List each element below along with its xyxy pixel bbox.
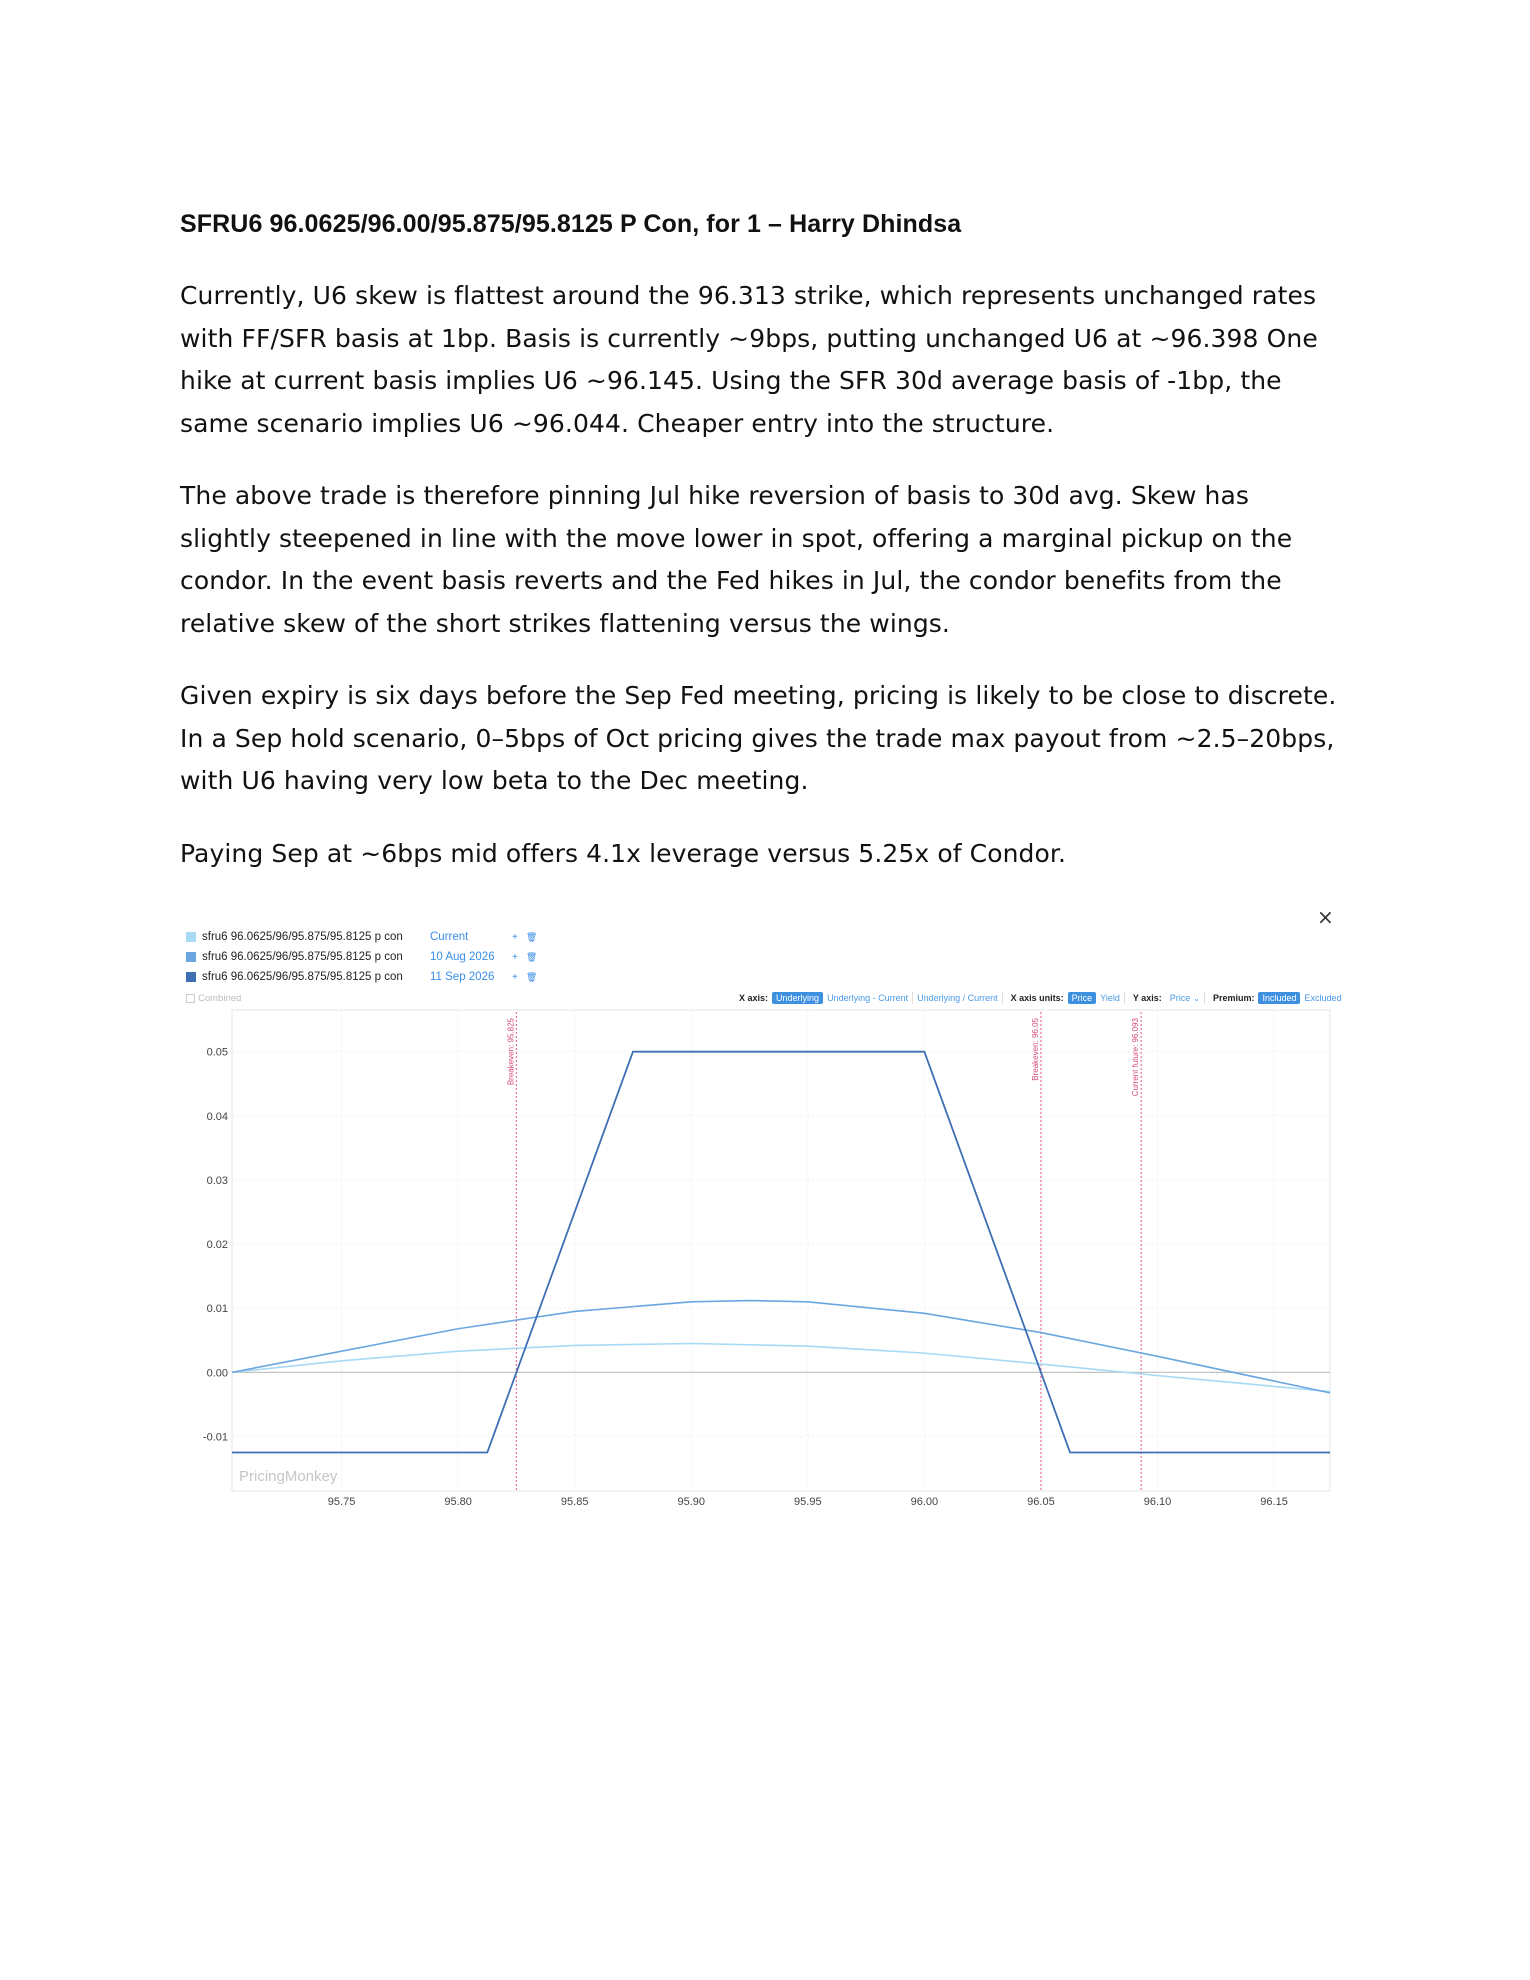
marker-label: Breakeven: 95.825	[506, 1018, 516, 1086]
x-tick-label: 96.10	[1143, 1496, 1172, 1508]
legend-date-link[interactable]: Current	[430, 931, 469, 943]
combined-label: Combined	[198, 993, 242, 1004]
close-icon[interactable]: ×	[1317, 905, 1334, 929]
x-axis-label: X axis:	[739, 993, 769, 1003]
legend-date-link[interactable]: 10 Aug 2026	[430, 951, 495, 963]
marker-label: Current future: 96.093	[1131, 1018, 1141, 1097]
premium-label: Premium:	[1212, 993, 1255, 1003]
trash-icon[interactable]: 🗑	[525, 971, 538, 982]
add-icon[interactable]: +	[512, 951, 518, 963]
add-icon[interactable]: +	[512, 971, 518, 983]
y-tick-label: 0.00	[206, 1367, 228, 1380]
marker-label: Breakeven: 96.05	[1030, 1018, 1040, 1081]
x-axis-option-underlying-minus-current[interactable]: Underlying - Current	[823, 992, 913, 1004]
premium-option-included[interactable]: Included	[1258, 992, 1300, 1004]
add-icon[interactable]: +	[512, 931, 518, 943]
premium-option-excluded[interactable]: Excluded	[1304, 993, 1342, 1003]
x-tick-label: 95.95	[794, 1496, 822, 1508]
x-units-option-price[interactable]: Price	[1068, 992, 1097, 1004]
trash-icon[interactable]: 🗑	[525, 931, 538, 942]
y-axis-value: Price	[1169, 993, 1191, 1003]
x-tick-label: 95.90	[677, 1496, 706, 1508]
y-tick-label: 0.01	[206, 1303, 228, 1316]
plot-area	[232, 1010, 1330, 1491]
y-tick-label: -0.01	[202, 1431, 228, 1444]
y-tick-label: 0.05	[206, 1046, 228, 1059]
legend-series-name: sfru6 96.0625/96/95.875/95.8125 p con	[202, 951, 403, 963]
document-title: SFRU6 96.0625/96.00/95.875/95.8125 P Con, for 1 – Harry Dhindsa	[180, 210, 962, 238]
x-tick-label: 96.15	[1260, 1496, 1288, 1508]
paragraph-4: Paying Sep at ~6bps mid offers 4.1x leverage versus 5.25x of Condor.	[180, 838, 1067, 868]
payoff-chart	[180, 905, 1340, 1508]
x-units-label: X axis units:	[1010, 993, 1064, 1003]
paragraph-2: The above trade is therefore pinning Jul hike reversion of basis to 30d avg. Skew has slightly steepened in line with the move lower in spot, offering a marginal pickup on the condor. In the event basis reverts and the Fed hikes in Jul, the condor benefits from the relative skew of the short strikes flattening versus the wings.	[180, 481, 1293, 638]
x-tick-label: 96.00	[910, 1496, 939, 1508]
payoff-chart-widget	[180, 905, 1342, 1508]
x-tick-label: 95.75	[327, 1496, 356, 1508]
pricingmonkey-watermark: PricingMonkey	[239, 1468, 338, 1485]
x-units-option-yield[interactable]: Yield	[1096, 992, 1125, 1004]
legend-series-name: sfru6 96.0625/96/95.875/95.8125 p con	[202, 971, 403, 983]
x-tick-label: 95.80	[444, 1496, 472, 1508]
paragraph-3: Given expiry is six days before the Sep Fed meeting, pricing is likely to be close to discrete. In a Sep hold scenario, 0–5bps of Oct pricing gives the trade max payout from ~2.5–20bps, with U6 having very low beta to the Dec meeting.	[180, 681, 1337, 795]
y-tick-label: 0.02	[206, 1239, 228, 1252]
chevron-down-icon: ⌄	[1193, 994, 1200, 1003]
x-axis-option-underlying-over-current[interactable]: Underlying / Current	[913, 992, 1003, 1004]
paragraph-1: Currently, U6 skew is flattest around the 96.313 strike, which represents unchanged rates with FF/SFR basis at 1bp. Basis is currently ~9bps, putting unchanged U6 at ~96.398 One hike at current basis implies U6 ~96.145. Using the SFR 30d average basis of -1bp, the same scenario implies U6 ~96.044. Cheaper entry into the structure.	[180, 281, 1318, 438]
x-tick-label: 95.85	[560, 1496, 589, 1508]
y-tick-label: 0.04	[206, 1110, 228, 1123]
legend-date-link[interactable]: 11 Sep 2026	[430, 971, 495, 983]
trash-icon[interactable]: 🗑	[525, 951, 538, 962]
y-tick-label: 0.03	[206, 1174, 228, 1187]
y-axis-label: Y axis:	[1132, 993, 1162, 1003]
legend-series-name: sfru6 96.0625/96/95.875/95.8125 p con	[202, 931, 403, 943]
document-body	[180, 210, 1340, 905]
x-tick-label: 96.05	[1027, 1496, 1055, 1508]
x-axis-option-underlying[interactable]: Underlying	[772, 992, 823, 1004]
